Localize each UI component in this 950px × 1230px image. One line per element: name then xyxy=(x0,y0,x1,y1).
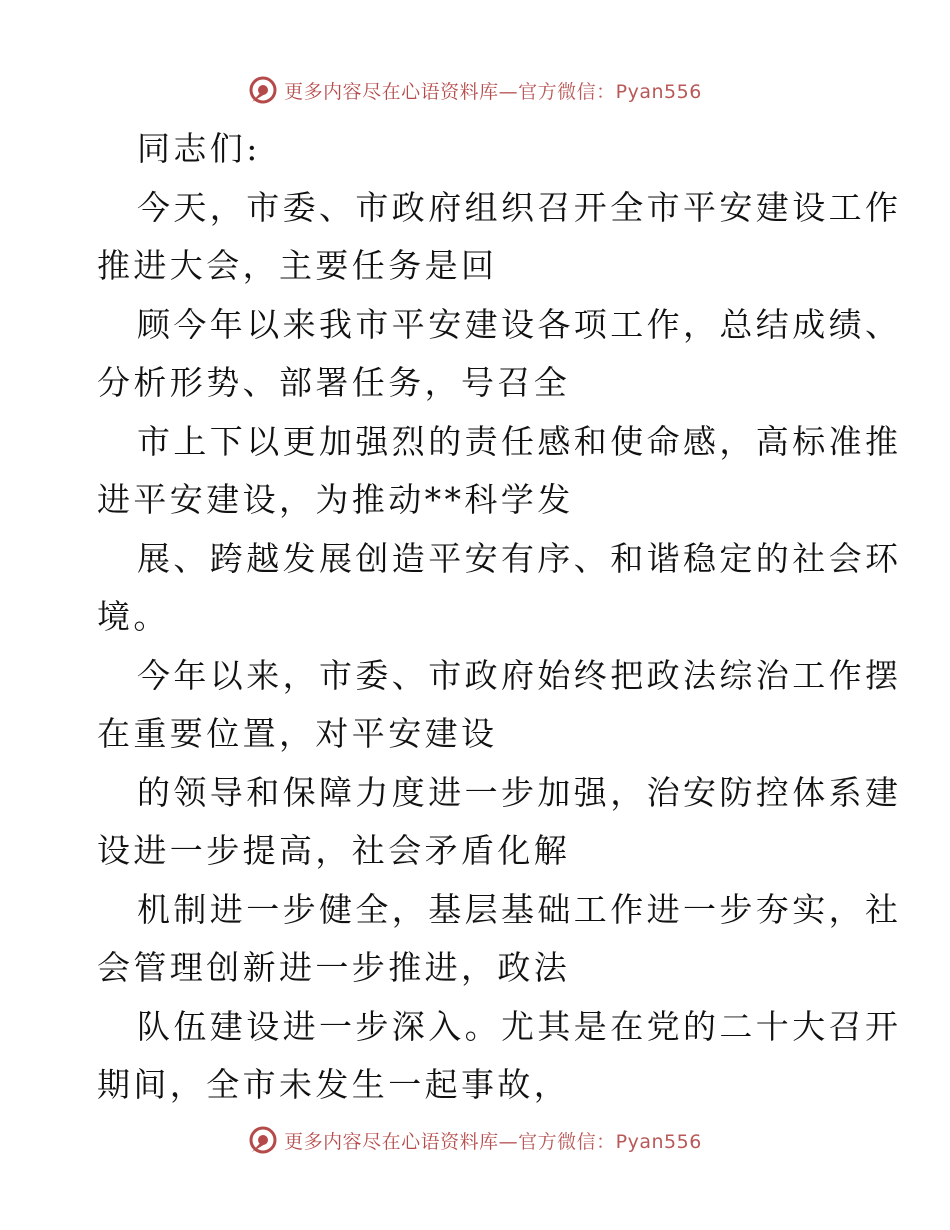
text-line: 分析形势、部署任务，号召全 xyxy=(97,363,571,402)
text-line: 市上下以更加强烈的责任感和使命感，高标准推 xyxy=(137,421,902,461)
text-line: 队伍建设进一步深入。尤其是在党的二十大召开 xyxy=(137,1006,902,1046)
text-line: 进平安建设，为推动**科学发 xyxy=(97,480,574,519)
pen-logo-icon xyxy=(248,1125,278,1155)
footer-watermark xyxy=(0,1120,950,1160)
watermark-suffix: —官方微信：Pyan556 xyxy=(498,1130,702,1153)
document-body xyxy=(97,120,902,1115)
text-line: 同志们: xyxy=(137,129,261,168)
text-line: 今年以来，市委、市政府始终把政法综治工作摆 xyxy=(137,655,902,695)
text-line: 设进一步提高，社会矛盾化解 xyxy=(97,831,571,870)
watermark-prefix: 更多内容尽在心语资料库 xyxy=(284,80,499,103)
text-line: 境。 xyxy=(97,597,170,636)
text-line: 机制进一步健全，基层基础工作进一步夯实，社 xyxy=(137,889,902,929)
text-line: 会管理创新进一步推进，政法 xyxy=(97,948,571,987)
text-line: 顾今年以来我市平安建设各项工作，总结成绩、 xyxy=(137,304,902,344)
text-line: 期间，全市未发生一起事故， xyxy=(97,1065,571,1104)
text-line: 在重要位置，对平安建设 xyxy=(97,714,498,753)
text-line: 展、跨越发展创造平安有序、和谐稳定的社会环 xyxy=(137,538,902,578)
text-line: 推进大会，主要任务是回 xyxy=(97,246,498,285)
text-line: 的领导和保障力度进一步加强，治安防控体系建 xyxy=(137,772,902,812)
header-watermark xyxy=(0,70,950,110)
text-line: 今天，市委、市政府组织召开全市平安建设工作 xyxy=(137,187,902,227)
watermark-prefix: 更多内容尽在心语资料库 xyxy=(284,1130,499,1153)
pen-logo-icon xyxy=(248,75,278,105)
watermark-suffix: —官方微信：Pyan556 xyxy=(498,80,702,103)
